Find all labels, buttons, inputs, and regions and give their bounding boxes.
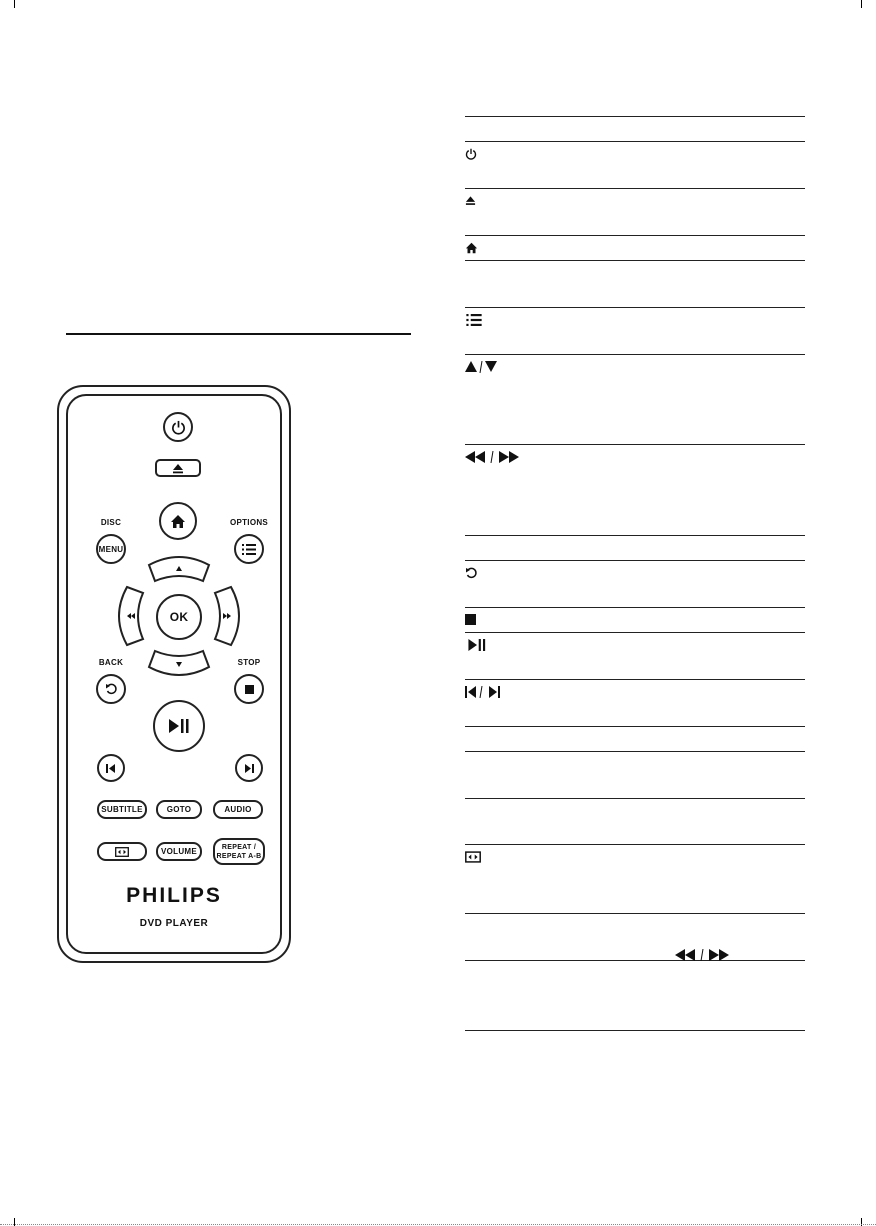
home-icon	[465, 241, 478, 254]
back-icon	[105, 683, 117, 695]
eject-button[interactable]	[155, 459, 201, 477]
table-row	[465, 914, 805, 960]
play-pause-icon	[169, 719, 189, 733]
table-row	[465, 608, 805, 632]
table-row	[465, 308, 805, 354]
aspect-ratio-icon	[115, 847, 129, 857]
stop-icon	[245, 685, 254, 694]
aspect-ratio-button[interactable]	[97, 842, 147, 861]
model-label: DVD PLAYER	[139, 918, 209, 929]
previous-button[interactable]	[97, 754, 125, 782]
table-row	[465, 680, 805, 726]
stop-button[interactable]	[234, 674, 264, 704]
eject-icon	[465, 194, 476, 207]
table-row	[465, 189, 805, 235]
power-icon	[171, 420, 186, 435]
power-button[interactable]	[163, 412, 193, 442]
repeat-button[interactable]	[213, 838, 265, 865]
rewind-fastforward-inline-icon	[675, 948, 731, 966]
table-row	[465, 117, 805, 141]
play-pause-icon	[465, 638, 489, 651]
table-row	[465, 799, 805, 844]
back-icon	[465, 566, 477, 579]
table-row	[465, 445, 805, 535]
subtitle-button[interactable]	[97, 800, 147, 819]
audio-label: AUDIO	[224, 805, 252, 814]
table-row	[465, 142, 805, 188]
brand-logo: PHILIPS	[126, 884, 222, 907]
play-pause-button[interactable]	[153, 700, 205, 752]
aspect-ratio-icon	[465, 850, 481, 863]
table-row	[465, 536, 805, 560]
home-icon	[170, 514, 186, 529]
audio-button[interactable]	[213, 800, 263, 819]
options-icon	[465, 313, 483, 326]
stop-icon	[465, 613, 476, 626]
menu-label: MENU	[98, 544, 124, 554]
bottom-dotted-line	[0, 1224, 876, 1225]
power-icon	[465, 147, 477, 160]
table-row	[465, 261, 805, 307]
crop-mark-top-left	[14, 0, 15, 8]
table-row	[465, 752, 805, 798]
table-row	[465, 633, 805, 679]
back-button[interactable]	[96, 674, 126, 704]
up-down-icon	[465, 360, 499, 373]
previous-icon	[106, 764, 116, 773]
table-rule	[465, 1030, 805, 1031]
eject-icon	[172, 463, 184, 474]
subtitle-label: SUBTITLE	[101, 805, 143, 814]
ok-button[interactable]	[156, 594, 202, 640]
disc-label: DISC	[100, 518, 122, 527]
stop-label: STOP	[237, 658, 261, 667]
back-label: BACK	[98, 658, 124, 667]
volume-button[interactable]	[156, 842, 202, 861]
table-row	[465, 845, 805, 913]
rewind-fastforward-icon	[465, 450, 521, 463]
next-icon	[244, 764, 254, 773]
table-row	[465, 236, 805, 260]
crop-mark-top-right	[861, 0, 862, 8]
next-button[interactable]	[235, 754, 263, 782]
goto-button[interactable]	[156, 800, 202, 819]
options-label: OPTIONS	[229, 518, 269, 527]
home-button[interactable]	[159, 502, 197, 540]
table-row	[465, 727, 805, 751]
goto-label: GOTO	[166, 805, 192, 814]
repeat-ab-label: REPEAT A-B	[216, 852, 262, 860]
volume-label: VOLUME	[160, 847, 198, 856]
previous-next-icon	[465, 685, 501, 698]
ok-label: OK	[169, 610, 189, 624]
repeat-label: REPEAT /	[221, 843, 257, 851]
table-row	[465, 961, 805, 1030]
section-heading-rule	[66, 333, 411, 335]
table-row	[465, 561, 805, 607]
table-row	[465, 355, 805, 444]
